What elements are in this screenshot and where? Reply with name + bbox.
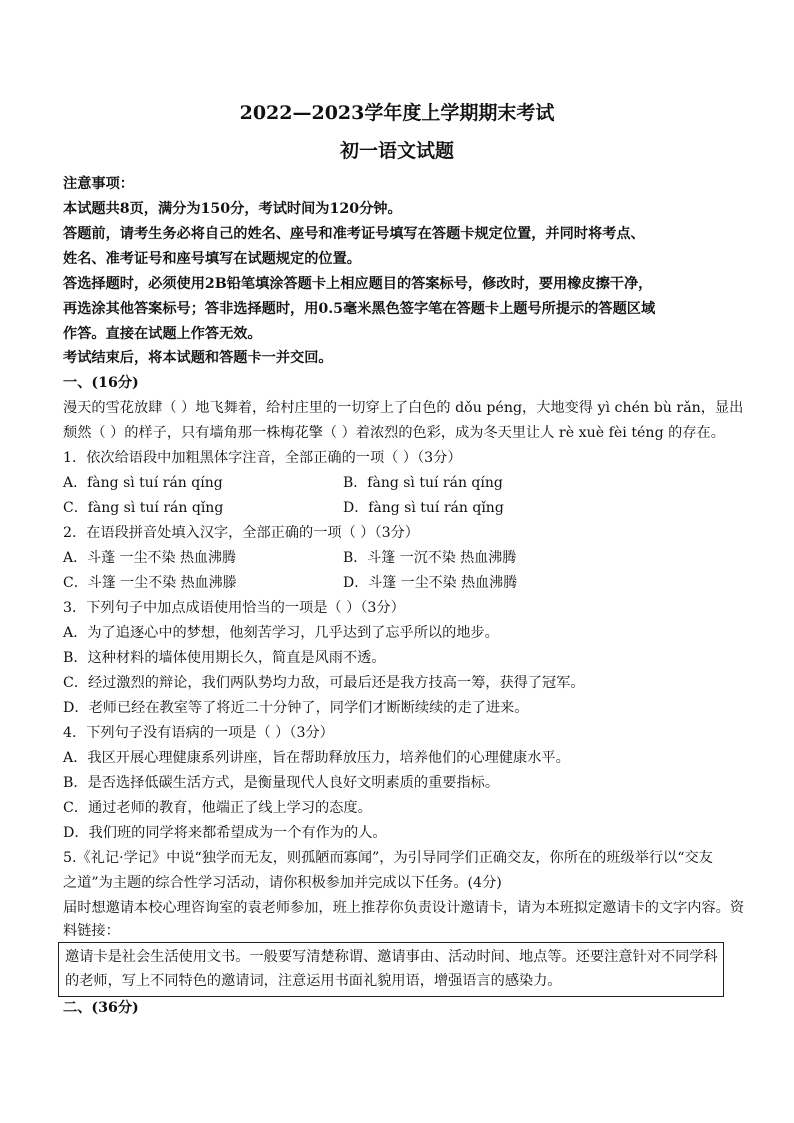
q3-option-b: B．这种材料的墙体使用期长久，简直是风雨不透。 — [63, 650, 386, 666]
q3-option-a: A．为了追逐心中的梦想，他刻苦学习，几乎达到了忘乎所以的地步。 — [63, 625, 499, 641]
notice-line: 再选涂其他答案标号；答非选择题时，用0.5毫米黑色签字笔在答题卡上题号所提示的答题区域 — [63, 301, 656, 317]
q4-option-a: A．我区开展心理健康系列讲座，旨在帮助释放压力，培养他们的心理健康水平。 — [63, 750, 570, 766]
q5-line: 之道”为主题的综合性学习活动，请你积极参加并完成以下任务。(4分) — [63, 875, 502, 891]
notice-heading: 注意事项： — [63, 176, 134, 192]
q3-option-c: C．经过激烈的辩论，我们两队势均力敌，可最后还是我方技高一筹，获得了冠军。 — [63, 675, 585, 691]
reference-line: 的老师，写上不同特色的邀请词，注意运用书面礼貌用语，增强语言的感染力。 — [65, 973, 562, 989]
q5-line: 料链接： — [63, 923, 120, 939]
q2-option-d: D．斗篷 一尘不染 热血沸腾 — [343, 575, 518, 591]
q5-line: 届时想邀请本校心理咨询室的袁老师参加，班上推荐你负责设计邀请卡，请为本班拟定邀请卡的文字内容。资 — [63, 900, 745, 916]
q4-option-d: D．我们班的同学将来都希望成为一个有作为的人。 — [63, 825, 387, 841]
q1-option-a: A．fàng sì tuí rán qíng — [63, 475, 223, 491]
q3-option-d: D．老师已经在教室等了将近二十分钟了，同学们才断断续续的走了进来。 — [63, 700, 529, 716]
q2-option-a: A．斗蓬 一尘不染 热血沸腾 — [63, 550, 237, 566]
section-2-heading: 二、(36分) — [63, 1000, 139, 1016]
q5-line: 5.《礼记·学记》中说“独学而无友，则孤陋而寡闻”，为引导同学们正确交友，你所在的班级举行以“交友 — [63, 850, 713, 866]
q1-stem: 1．依次给语段中加粗黑体字注音，全部正确的一项（ ）（3分） — [63, 450, 462, 466]
notice-line: 作答。直接在试题上作答无效。 — [63, 326, 262, 342]
q3-stem: 3．下列句子中加点成语使用恰当的一项是（ ）（3分） — [63, 600, 405, 616]
notice-line: 姓名、准考证号和座号填写在试题规定的位置。 — [63, 251, 361, 267]
reference-box — [58, 942, 724, 997]
reference-line: 邀请卡是社会生活使用文书。一般要写清楚称谓、邀请事由、活动时间、地点等。还要注意针对不同学科 — [65, 949, 718, 965]
notice-line: 答选择题时，必须使用2B铅笔填涂答题卡上相应题目的答案标号，修改时，要用橡皮擦干净， — [63, 276, 653, 292]
exam-title: 2022—2023学年度上学期期末考试 — [239, 102, 555, 124]
notice-line: 考试结束后，将本试题和答题卡一并交回。 — [63, 350, 333, 366]
q1-option-b: B．fàng sì tuí rán qíng — [343, 475, 503, 491]
exam-subtitle: 初一语文试题 — [339, 140, 454, 162]
passage-line: 漫天的雪花放肆（ ）地飞舞着，给村庄里的一切穿上了白色的 dǒu péng，大地变得 yì chén bù rǎn，显出 — [63, 400, 744, 416]
q1-option-d: D．fàng sì tuí rán qǐng — [343, 500, 504, 516]
q2-option-c: C．斗篷 一尘不染 热血沸滕 — [63, 575, 237, 591]
passage-line: 颓然（ ）的样子，只有墙角那一株梅花擎（ ）着浓烈的色彩，成为冬天里让人 rè xuè fèi téng 的存在。 — [63, 425, 725, 441]
q1-option-c: C．fàng sì tuí rán qǐng — [63, 500, 224, 516]
q4-option-c: C．通过老师的教育，他端正了线上学习的态度。 — [63, 800, 372, 816]
q2-option-b: B．斗篷 一沉不染 热血沸腾 — [343, 550, 517, 566]
notice-line: 本试题共8页，满分为150分，考试时间为120分钟。 — [63, 201, 402, 217]
section-1-heading: 一、(16分) — [63, 375, 139, 391]
q4-stem: 4．下列句子没有语病的一项是（ ）（3分） — [63, 725, 334, 741]
q4-option-b: B．是否选择低碳生活方式，是衡量现代人良好文明素质的重要指标。 — [63, 775, 500, 791]
q2-stem: 2．在语段拼音处填入汉字，全部正确的一项（ ）（3分） — [63, 525, 419, 541]
notice-line: 答题前，请考生务必将自己的姓名、座号和准考证号填写在答题卡规定位置，并同时将考点、 — [63, 226, 645, 242]
